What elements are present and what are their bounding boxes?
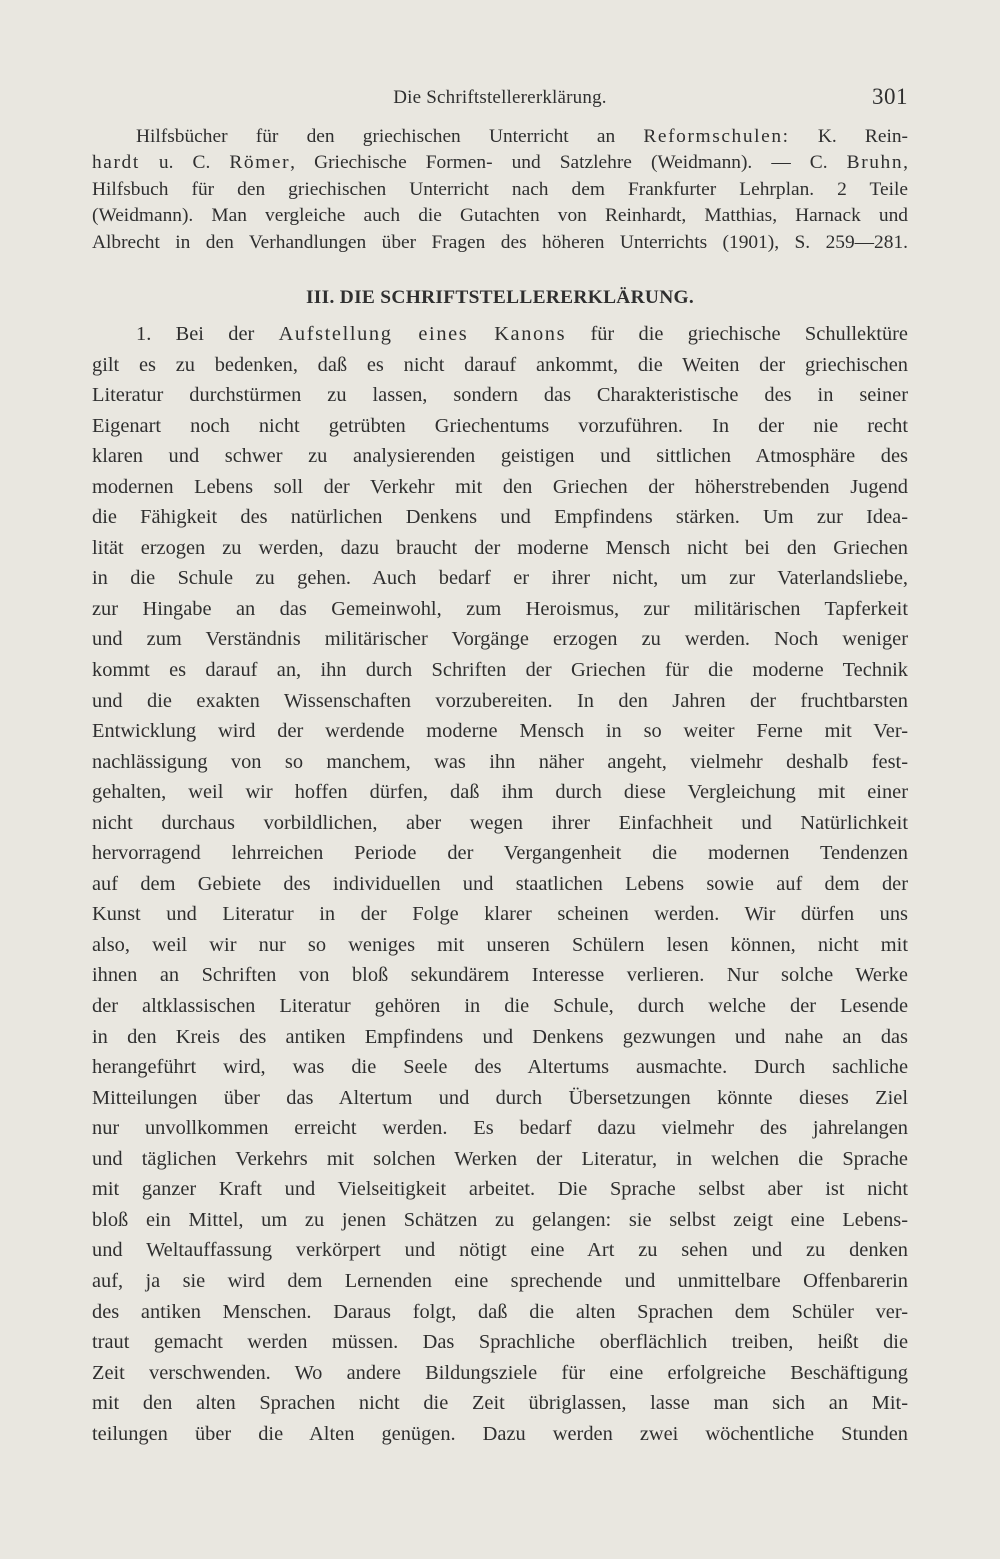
body-line: Zeit verschwenden. Wo andere Bildungsziele für eine erfolgreiche Beschäftigung [92,1361,908,1384]
body-line: nur unvollkommen erreicht werden. Es bedarf dazu vielmehr des jahrelangen [92,1117,908,1140]
body-line: nicht durchaus vorbildlichen, aber wegen ihrer Einfachheit und Natürlichkeit [92,811,908,834]
section-heading: III. DIE SCHRIFTSTELLERERKLÄRUNG. [305,287,695,308]
body-line: also, weil wir nur so weniges mit unseren Schülern lesen können, nicht mit [92,933,908,956]
note-line: Hilfsbuch für den griechischen Unterricht nach dem Frankfurter Lehrplan. 2 Teile [92,178,908,200]
body-line: auf, ja sie wird dem Lernenden eine sprechende und unmittelbare Offenbarerin [92,1269,908,1292]
body-line: hervorragend lehrreichen Periode der Vergangenheit die modernen Tendenzen [92,842,908,865]
body-line: und Weltauffassung verkörpert und nötigt eine Art zu sehen und zu denken [92,1239,908,1262]
spaced-text: Römer [229,152,291,174]
body-line: Mitteilungen über das Altertum und durch Übersetzungen könnte dieses Ziel [92,1086,908,1109]
spaced-text: Bruhn [846,152,904,174]
body-line: herangeführt wird, was die Seele des Altertums ausmachte. Durch sachliche [92,1056,908,1079]
body-line: in die Schule zu gehen. Auch bedarf er ihrer nicht, um zur Vaterlandsliebe, [92,567,908,590]
spaced-text: Aufstellung eines Kanons [278,323,567,345]
body-line: auf dem Gebiete des individuellen und staatlichen Lebens sowie auf dem der [92,872,908,895]
body-line: und zum Verständnis militärischer Vorgänge erzogen zu werden. Noch weniger [92,628,908,651]
spaced-text: Reformschulen: [643,126,790,147]
body-line: traut gemacht werden müssen. Das Sprachliche oberflächlich treiben, heißt die [92,1331,908,1354]
body-line: und die exakten Wissenschaften vorzubereiten. In den Jahren der fruchtbarsten [92,689,908,712]
body-line: Kunst und Literatur in der Folge klarer scheinen werden. Wir dürfen uns [92,903,908,926]
note-line: (Weidmann). Man vergleiche auch die Gutachten von Reinhardt, Matthias, Harnack und [92,205,908,227]
body-line: mit ganzer Kraft und Vielseitigkeit arbeitet. Die Sprache selbst aber ist nicht [92,1178,908,1201]
spaced-text: hardt [92,152,140,174]
body-line: kommt es darauf an, ihn durch Schriften der Griechen für die moderne Technik [92,659,908,682]
body-line: in den Kreis des antiken Empfindens und Denkens gezwungen und nahe an das [92,1025,908,1048]
body-line: der altklassischen Literatur gehören in die Schule, durch welche der Lesende [92,995,908,1018]
body-line: nachlässigung von so manchem, was ihn näher angeht, vielmehr deshalb fest- [92,750,908,773]
body-line: zur Hingabe an das Gemeinwohl, zum Heroismus, zur militärischen Tapferkeit [92,597,908,620]
running-title: Die Schriftstellererklärung. [393,87,607,108]
body-line: Literatur durchstürmen zu lassen, sondern das Charakteristische des in seiner [92,384,908,407]
body-line: klaren und schwer zu analysierenden geistigen und sittlichen Atmosphäre des [92,445,908,468]
body-line: ihnen an Schriften von bloß sekundärem Interesse verlieren. Nur solche Werke [92,964,908,987]
body-line: lität erzogen zu werden, dazu braucht der moderne Mensch nicht bei den Griechen [92,536,908,559]
body-line: des antiken Menschen. Daraus folgt, daß die alten Sprachen dem Schüler ver- [92,1300,908,1323]
main-paragraph [92,319,908,1449]
body-line: modernen Lebens soll der Verkehr mit den Griechen der höherstrebenden Jugend [92,475,908,498]
body-line: bloß ein Mittel, um zu jenen Schätzen zu gelangen: sie selbst zeigt eine Lebens- [92,1208,908,1231]
body-line: mit den alten Sprachen nicht die Zeit übriglassen, lasse man sich an Mit- [92,1392,908,1415]
bibliography-note [92,124,908,256]
note-line: Hilfsbücher für den griechischen Unterricht an Reformschulen: K. Rein- [136,126,908,147]
body-line: teilungen über die Alten genügen. Dazu werden zwei wöchentliche Stunden [92,1422,908,1445]
running-head [92,84,908,114]
note-line: hardt u. C. Römer, Griechische Formen- und Satzlehre (Weidmann). — C. Bruhn, [92,152,908,174]
body-line: 1. Bei der Aufstellung eines Kanons für die griechische Schullektüre [136,323,908,345]
body-line: die Fähigkeit des natürlichen Denkens und Empfindens stärken. Um zur Idea- [92,506,908,529]
body-line: Entwicklung wird der werdende moderne Mensch in so weiter Ferne mit Ver- [92,720,908,743]
body-line: und täglichen Verkehrs mit solchen Werken der Literatur, in welchen die Sprache [92,1147,908,1170]
body-line: Eigenart noch nicht getrübten Griechentums vorzuführen. In der nie recht [92,414,908,437]
body-line: gilt es zu bedenken, daß es nicht darauf ankommt, die Weiten der griechischen [92,353,908,376]
body-line: gehalten, weil wir hoffen dürfen, daß ihm durch diese Vergleichung mit einer [92,781,908,804]
page-number: 301 [872,84,908,109]
note-line: Albrecht in den Verhandlungen über Fragen des höheren Unterrichts (1901), S. 259—281. [92,231,908,253]
